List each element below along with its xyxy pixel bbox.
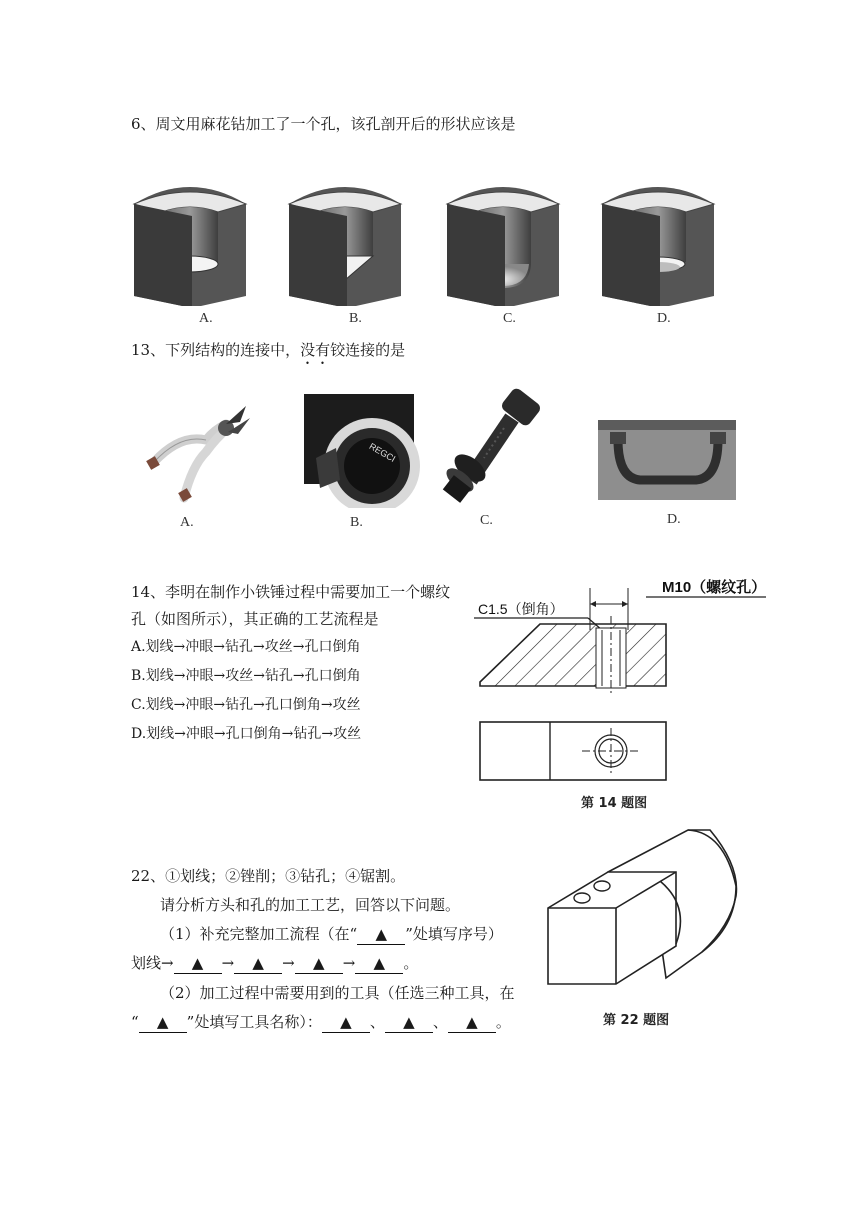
blank-example-2: ▲	[139, 1012, 187, 1033]
question-14-line1: 14、李明在制作小铁锤过程中需要加工一个螺纹	[131, 583, 451, 601]
hole-2	[594, 881, 610, 891]
pliers-icon	[146, 406, 250, 502]
q6-option-d-label: D.	[657, 311, 671, 326]
tool-blank-2[interactable]: ▲	[385, 1012, 433, 1033]
option-a-figure	[134, 187, 246, 306]
flow-blank-1[interactable]: ▲	[174, 953, 222, 974]
tool-blank-3[interactable]: ▲	[448, 1012, 496, 1033]
q14-option-d: D.划线→冲眼→孔口倒角→钻孔→攻丝	[131, 726, 362, 742]
chamfer-label: C1.5（倒角）	[478, 601, 564, 617]
emphasis-mark: 没有	[300, 341, 331, 359]
flow-blank-4[interactable]: ▲	[355, 953, 403, 974]
q14-option-a: A.划线→冲眼→钻孔→攻丝→孔口倒角	[131, 639, 361, 655]
q13-option-c-label: C.	[480, 513, 493, 528]
tool-blank-1[interactable]: ▲	[322, 1012, 370, 1033]
option-c-figure	[447, 187, 559, 306]
question-22-tools: “ ▲ ”处填写工具名称）： ▲ 、 ▲ 、 ▲ 。	[131, 1013, 511, 1031]
flow-blank-2[interactable]: ▲	[234, 953, 282, 974]
figure-22-caption: 第 22 题图	[603, 1013, 670, 1028]
question-22-line2: 请分析方头和孔的加工工艺，回答以下问题。	[160, 896, 461, 914]
question-14-figure	[470, 572, 770, 790]
q13-option-a-label: A.	[180, 515, 194, 530]
q13-option-d-label: D.	[667, 512, 681, 527]
q14-option-c: C.划线→冲眼→钻孔→孔口倒角→攻丝	[131, 697, 361, 713]
svg-text:REGCI: REGCI	[367, 441, 398, 464]
question-14-line2: 孔（如图所示），其正确的工艺流程是	[131, 610, 379, 628]
question-22-line1: 22、①划线；②锉削；③钻孔；④锯割。	[131, 867, 406, 885]
blank-example: ▲	[357, 924, 405, 945]
q13-option-b-label: B.	[350, 515, 363, 530]
drawer-handle-icon	[598, 420, 736, 500]
question-13-text: 13、下列结构的连接中，没有铰连接的是	[131, 341, 406, 359]
question-22-part2: （2）加工过程中需要用到的工具（任选三种工具，在	[160, 984, 515, 1002]
question-22-figure	[540, 826, 750, 1008]
question-13-figures	[140, 388, 740, 508]
hole-1	[574, 893, 590, 903]
option-b-figure	[289, 187, 401, 306]
q6-option-c-label: C.	[503, 311, 516, 326]
thread-label: M10（螺纹孔）	[662, 579, 767, 596]
figure-14-caption: 第 14 题图	[581, 796, 648, 811]
flow-blank-3[interactable]: ▲	[295, 953, 343, 974]
question-22-flow: 划线→ ▲ → ▲ → ▲ → ▲ 。	[131, 954, 419, 972]
question-6-figures	[125, 176, 735, 306]
q14-option-b: B.划线→冲眼→攻丝→钻孔→孔口倒角	[131, 668, 361, 684]
question-22-part1: （1）补充完整加工流程（在“ ▲ ”处填写序号）	[160, 925, 503, 943]
q6-option-a-label: A.	[199, 311, 213, 326]
gear-mechanism-icon	[304, 394, 420, 508]
bolt-nut-icon	[442, 388, 542, 503]
option-d-figure	[602, 187, 714, 306]
question-6-text: 6、周文用麻花钻加工了一个孔，该孔剖开后的形状应该是	[131, 115, 516, 133]
q6-option-b-label: B.	[349, 311, 362, 326]
